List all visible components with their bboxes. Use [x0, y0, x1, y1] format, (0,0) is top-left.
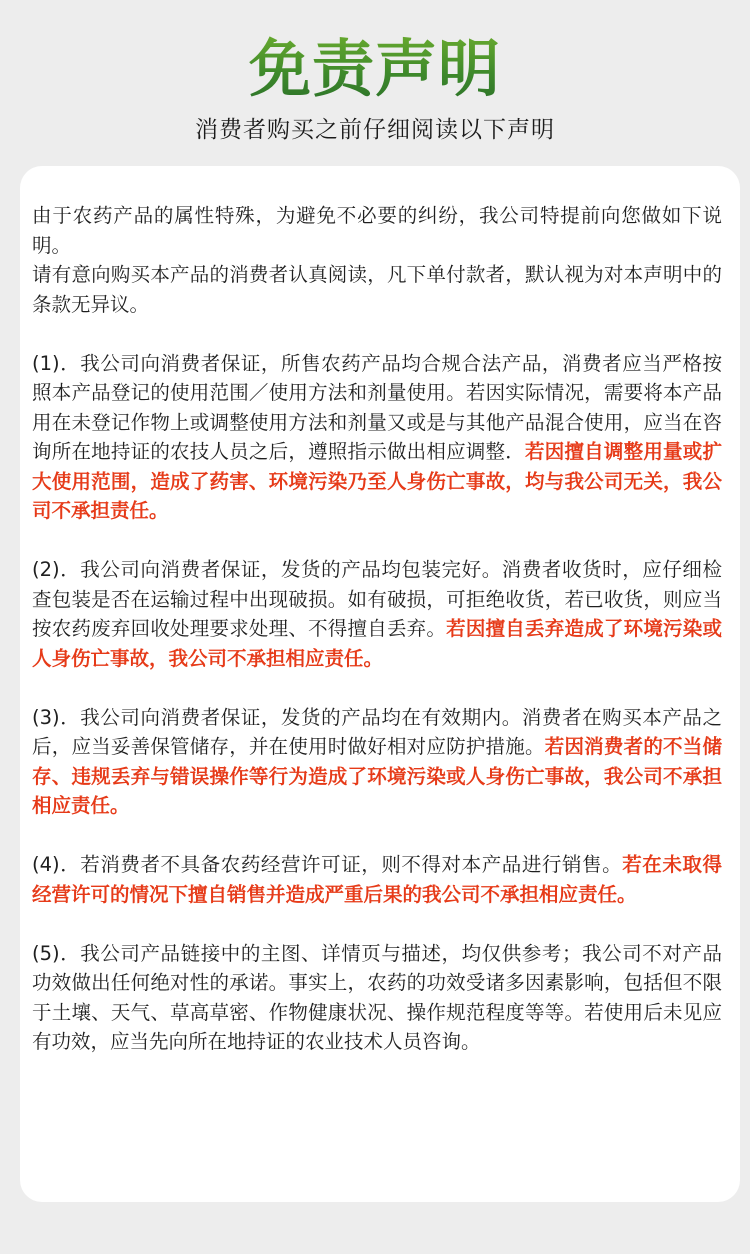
disclaimer-body: [32, 201, 722, 1057]
header: [0, 0, 750, 165]
clause-warning: 若因消费者的不当储存、违规丢弃与错误操作等行为造成了环境污染或人身伤亡事故，我公司不承担相应责任。: [32, 735, 722, 817]
clause-text: (2)．我公司向消费者保证，发货的产品均包装完好。消费者收货时，应仔细检查包装是否在运输过程中出现破损。如有破损，可拒绝收货，若已收货，则应当按农药废弃回收处理要求处理、不得擅自丢弃。: [32, 558, 722, 640]
clause-text: (5)．我公司产品链接中的主图、详情页与描述，均仅供参考；我公司不对产品功效做出任何绝对性的承诺。事实上，农药的功效受诸多因素影响，包括但不限于土壤、天气、草高草密、作物健康状况、操作规范程度等等。若使用后未见应有功效，应当先向所在地持证的农业技术人员咨询。: [32, 941, 722, 1053]
clause-warning: 若因擅自调整用量或扩大使用范围，造成了药害、环境污染乃至人身伤亡事故，均与我公司无关，我公司不承担责任。: [32, 440, 722, 522]
clause-text: (1)．我公司向消费者保证，所售农药产品均合规合法产品，消费者应当严格按照本产品登记的使用范围／使用方法和剂量使用。若因实际情况，需要将本产品用在未登记作物上或调整使用方法和剂量又或是与其他产品混合使用，应当在咨询所在地持证的农技人员之后，遵照指示做出相应调整．: [32, 351, 722, 463]
clause-3: [32, 703, 722, 821]
clause-text: (3)．我公司向消费者保证，发货的产品均在有效期内。消费者在购买本产品之后，应当妥善保管储存，并在使用时做好相对应防护措施。: [32, 705, 722, 758]
clause-warning: 若在未取得经营许可的情况下擅自销售并造成严重后果的我公司不承担相应责任。: [32, 853, 722, 906]
clause-5: [32, 939, 722, 1057]
clause-1: [32, 349, 722, 526]
page-subtitle: 消费者购买之前仔细阅读以下声明: [195, 117, 555, 143]
intro-line-2: 请有意向购买本产品的消费者认真阅读，凡下单付款者，默认视为对本声明中的条款无异议。: [32, 263, 722, 316]
intro-line-1: 由于农药产品的属性特殊，为避免不必要的纠纷，我公司特提前向您做如下说明。: [32, 204, 722, 257]
clause-warning: 若因擅自丢弃造成了环境污染或人身伤亡事故，我公司不承担相应责任。: [32, 617, 722, 670]
clause-text: (4)．若消费者不具备农药经营许可证，则不得对本产品进行销售。: [32, 853, 623, 876]
clause-2: [32, 555, 722, 673]
intro-paragraph: [32, 201, 722, 319]
clause-4: [32, 850, 722, 909]
page-title: 免责声明: [0, 30, 750, 108]
disclaimer-card: [20, 166, 740, 1202]
